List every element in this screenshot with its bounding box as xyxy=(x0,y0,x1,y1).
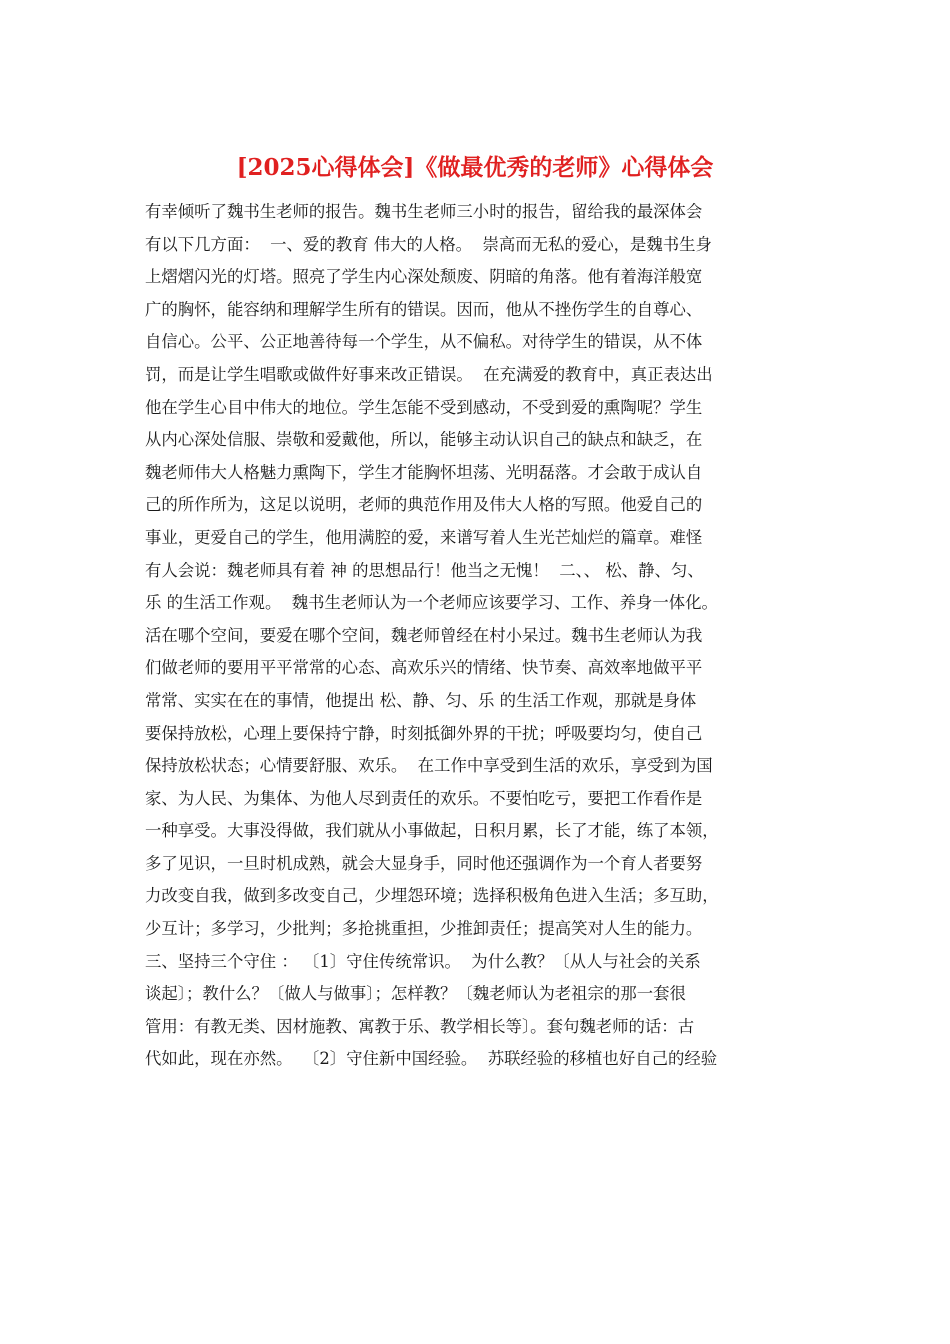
body-line: 多了见识，一旦时机成熟，就会大显身手，同时他还强调作为一个育人者要努 xyxy=(145,853,703,873)
body-line: 事业，更爱自己的学生，他用满腔的爱，来谱写着人生光芒灿烂的篇章。难怪 xyxy=(145,527,703,547)
body-line: 活在哪个空间，要爱在哪个空间，魏老师曾经在村小呆过。魏书生老师认为我 xyxy=(145,625,703,645)
body-line: 从内心深处信服、崇敬和爱戴他，所以，能够主动认识自己的缺点和缺乏，在 xyxy=(145,430,703,450)
body-line: 谈起〕；教什么？〔做人与做事〕；怎样教？〔魏老师认为老祖宗的那一套很 xyxy=(145,984,686,1004)
body-line: 有以下几方面： 一、爱的教育 伟大的人格。 崇高而无私的爱心，是魏书生身 xyxy=(145,234,712,254)
body-line: 管用：有教无类、因材施教、寓教于乐、教学相长等〕。套句魏老师的话：古 xyxy=(145,1016,695,1036)
body-line: 魏老师伟大人格魅力熏陶下，学生才能胸怀坦荡、光明磊落。才会敢于成认自 xyxy=(145,462,703,482)
body-line: 有幸倾听了魏书生老师的报告。魏书生老师三小时的报告，留给我的最深体会 xyxy=(145,202,703,221)
body-line: 三、坚持三个守住 ： 〔1〕守住传统常识。 为什么教？〔从人与社会的关系 xyxy=(145,951,701,971)
body-line: 一种享受。大事没得做，我们就从小事做起，日积月累，长了才能，练了本领， xyxy=(145,821,719,841)
body-line: 要保持放松，心理上要保持宁静，时刻抵御外界的干扰；呼吸要均匀，使自己 xyxy=(145,723,703,743)
body-line: 家、为人民、为集体、为他人尽到责任的欢乐。不要怕吃亏，要把工作看作是 xyxy=(145,788,703,808)
body-line: 常常、实实在在的事情，他提出 松、静、匀、乐 的生活工作观，那就是身体 xyxy=(145,690,697,710)
body-line: 代如此，现在亦然。 〔2〕守住新中国经验。 苏联经验的移植也好自己的经验 xyxy=(145,1049,718,1069)
body-line: 有人会说：魏老师具有着 神 的思想品行！他当之无愧！ 二、、 松、静、匀、 xyxy=(145,560,704,580)
body-line: 少互计；多学习，少批判；多抢挑重担，少推卸责任；提高笑对人生的能力。 xyxy=(145,919,703,939)
body-line: 保持放松状态；心情要舒服、欢乐。 在工作中享受到生活的欢乐，享受到为国 xyxy=(145,756,713,776)
body-line: 们做老师的要用平平常常的心态、高欢乐兴的情绪、快节奏、高效率地做平平 xyxy=(145,658,703,678)
body-line: 他在学生心目中伟大的地位。学生怎能不受到感动，不受到爱的熏陶呢？学生 xyxy=(145,397,703,417)
body-line: 自信心。公平、公正地善待每一个学生，从不偏私。对待学生的错误，从不体 xyxy=(145,332,703,352)
document-title: [2025心得体会]《做最优秀的老师》心得体会 xyxy=(236,154,714,181)
body-line: 己的所作所为，这足以说明，老师的典范作用及伟大人格的写照。他爱自己的 xyxy=(145,495,703,515)
body-line: 上熠熠闪光的灯塔。照亮了学生内心深处颓废、阴暗的角落。他有着海洋般宽 xyxy=(145,267,703,287)
document-body xyxy=(145,196,815,1076)
body-line: 罚，而是让学生唱歌或做件好事来改正错误。 在充满爱的教育中，真正表达出 xyxy=(145,364,713,384)
body-line: 广的胸怀，能容纳和理解学生所有的错误。因而，他从不挫伤学生的自尊心、 xyxy=(145,299,703,319)
body-line: 乐 的生活工作观。 魏书生老师认为一个老师应该要学习、工作、养身一体化。 xyxy=(145,593,718,613)
body-line: 力改变自我，做到多改变自己，少埋怨环境；选择积极角色进入生活；多互助， xyxy=(145,886,719,906)
